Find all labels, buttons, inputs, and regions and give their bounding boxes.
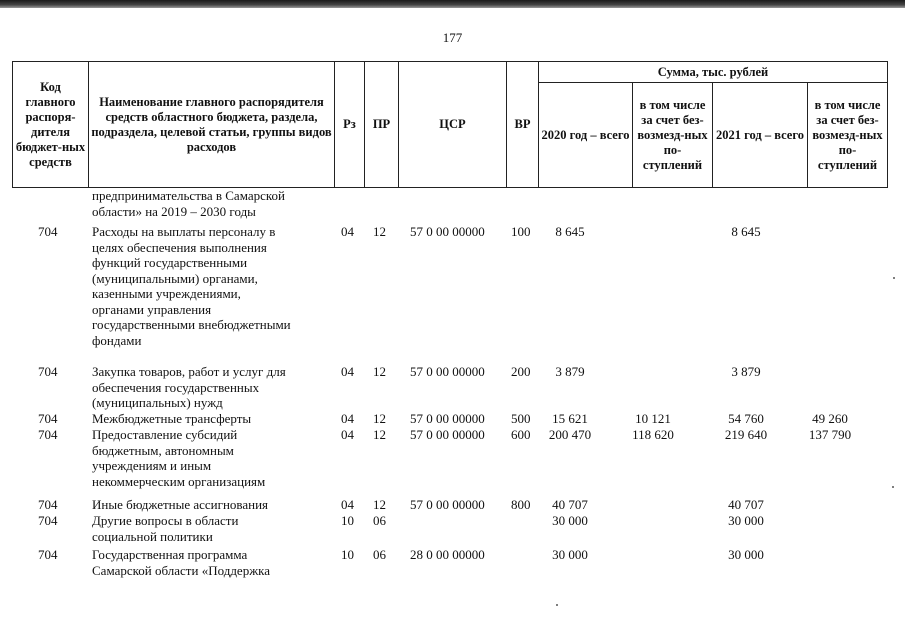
cell-rz: 04 [341, 497, 354, 512]
cell-csr: 57 0 00 00000 [410, 224, 485, 239]
cell-vr: 600 [511, 427, 531, 442]
cell-2020-free: 10 121 [635, 411, 671, 426]
cell-rz: 04 [341, 427, 354, 442]
scan-top-border [0, 0, 905, 8]
cell-rz: 04 [341, 411, 354, 426]
cell-name: Межбюджетные трансферты [92, 411, 252, 426]
cell-name: Предоставление субсидий бюджетным, автономным учреждениям и иным некоммерческим организациям [92, 427, 266, 489]
cell-2020-total: 30 000 [552, 547, 588, 562]
cell-2020-total: 8 645 [555, 224, 585, 239]
cell-2021-total: 8 645 [731, 224, 761, 239]
cell-csr: 57 0 00 00000 [410, 411, 485, 426]
cell-code: 704 [38, 427, 58, 442]
header-csr: ЦСР [399, 62, 507, 188]
cell-code: 704 [38, 497, 58, 512]
cell-2021-free: 137 790 [808, 427, 852, 442]
scan-speck [556, 604, 558, 606]
cell-vr: 100 [511, 224, 531, 239]
cell-2021-total: 30 000 [728, 547, 764, 562]
header-pr: ПР [365, 62, 399, 188]
cell-csr: 57 0 00 00000 [410, 427, 485, 442]
cell-vr: 200 [511, 364, 531, 379]
cell-rz: 04 [341, 224, 354, 239]
cell-pr: 12 [373, 364, 386, 379]
cell-2020-total: 30 000 [552, 513, 588, 528]
cell-pr: 12 [373, 427, 386, 442]
cell-2020-total: 200 470 [548, 427, 592, 442]
scan-speck [893, 277, 895, 279]
header-2020-free: в том числе за счет без-возмезд-ных по-ступлений [633, 83, 713, 188]
cell-2020-total: 3 879 [555, 364, 585, 379]
cell-2021-total: 219 640 [724, 427, 768, 442]
cell-pr: 06 [373, 547, 386, 562]
cell-pr: 06 [373, 513, 386, 528]
cell-csr: 57 0 00 00000 [410, 497, 485, 512]
cell-vr: 500 [511, 411, 531, 426]
cell-2021-total: 3 879 [731, 364, 761, 379]
cell-name: Другие вопросы в области социальной политики [92, 513, 239, 544]
continuation-text: предпринимательства в Самарской области» на 2019 – 2030 годы [92, 188, 285, 219]
cell-2021-total: 40 707 [728, 497, 764, 512]
cell-name: Иные бюджетные ассигнования [92, 497, 269, 512]
cell-2021-total: 30 000 [728, 513, 764, 528]
cell-code: 704 [38, 547, 58, 562]
cell-pr: 12 [373, 411, 386, 426]
header-code: Код главного распоря-дителя бюджет-ных средств [13, 62, 89, 188]
header-name: Наименование главного распорядителя средств областного бюджета, раздела, подраздела, целевой статьи, группы видов расходов [89, 62, 335, 188]
cell-csr: 28 0 00 00000 [410, 547, 485, 562]
cell-csr: 57 0 00 00000 [410, 364, 485, 379]
cell-name: Государственная программа Самарской области «Поддержка [92, 547, 271, 578]
header-sum-group: Сумма, тыс. рублей [539, 62, 888, 83]
header-2020-total: 2020 год – всего [539, 83, 633, 188]
cell-vr: 800 [511, 497, 531, 512]
cell-rz: 10 [341, 547, 354, 562]
cell-2020-free: 118 620 [632, 427, 674, 442]
cell-2021-free: 49 260 [812, 411, 848, 426]
page-number: 177 [442, 30, 463, 45]
table-header [12, 61, 888, 188]
cell-rz: 10 [341, 513, 354, 528]
header-2021-total: 2021 год – всего [713, 83, 808, 188]
cell-2020-total: 15 621 [552, 411, 588, 426]
cell-name: Закупка товаров, работ и услуг для обеспечения государственных (муниципальных) нужд [92, 364, 286, 410]
cell-pr: 12 [373, 224, 386, 239]
cell-2021-total: 54 760 [728, 411, 764, 426]
header-2021-free: в том числе за счет без-возмезд-ных по-ступлений [808, 83, 888, 188]
cell-pr: 12 [373, 497, 386, 512]
header-rz: Рз [335, 62, 365, 188]
cell-code: 704 [38, 364, 58, 379]
cell-code: 704 [38, 224, 58, 239]
cell-2020-total: 40 707 [552, 497, 588, 512]
cell-name: Расходы на выплаты персоналу в целях обеспечения выполнения функций государственными (муниципальными) органами, казенными учреждениями, органами управления государственными внебюджетными фондами [92, 224, 291, 348]
cell-rz: 04 [341, 364, 354, 379]
cell-code: 704 [38, 411, 58, 426]
cell-code: 704 [38, 513, 58, 528]
scan-speck [892, 486, 894, 488]
header-vr: ВР [507, 62, 539, 188]
